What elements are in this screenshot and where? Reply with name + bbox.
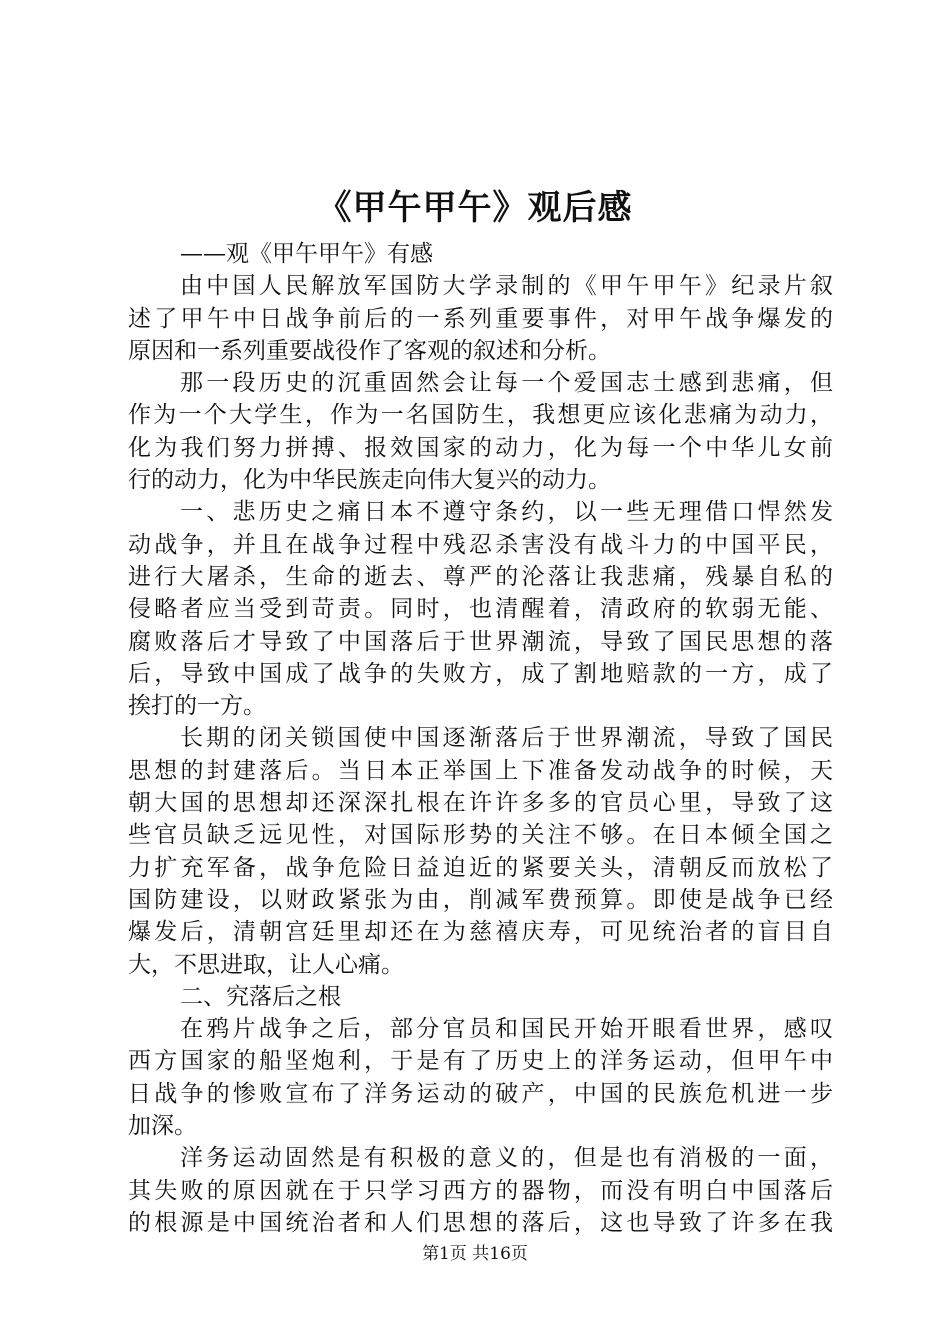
text-line: 大，不思进取，让人心痛。 [128,951,404,978]
text-line: 些官员缺乏远见性，对国际形势的关注不够。在日本倾全国之 [128,822,833,849]
text-line: 述了甲午中日战争前后的一系列重要事件，对甲午战争爆发的 [128,305,833,332]
text-line: 二、究落后之根 [180,983,341,1010]
text-line: 力扩充军备，战争危险日益迫近的紧要关头，清朝反而放松了 [128,854,833,881]
text-line: 思想的封建落后。当日本正举国上下准备发动战争的时候，天 [128,757,833,784]
text-line: 洋务运动固然是有积极的意义的，但是也有消极的一面， [180,1145,833,1172]
text-line: 行的动力，化为中华民族走向伟大复兴的动力。 [128,467,611,494]
text-line: 化为我们努力拼搏、报效国家的动力，化为每一个中华儿女前 [128,434,833,461]
document-body [128,238,833,1239]
text-line: 的根源是中国统治者和人们思想的落后，这也导致了许多在我 [128,1209,833,1236]
text-line: 长期的闭关锁国使中国逐渐落后于世界潮流，导致了国民 [180,725,833,752]
text-line: 侵略者应当受到苛责。同时，也清醒着，清政府的软弱无能、 [128,596,833,623]
text-line: 在鸦片战争之后，部分官员和国民开始开眼看世界，感叹 [180,1016,833,1043]
page-footer: 第1页 共16页 [422,1244,528,1264]
text-line: 后，导致中国成了战争的失败方，成了割地赔款的一方，成了 [128,660,833,687]
text-line: 挨打的一方。 [128,693,266,720]
text-line: 原因和一系列重要战役作了客观的叙述和分析。 [128,337,611,364]
text-line: 由中国人民解放军国防大学录制的《甲午甲午》纪录片叙 [180,273,833,300]
document-title: 《甲午甲午》观后感 [317,188,633,228]
text-line: 那一段历史的沉重固然会让每一个爱国志士感到悲痛，但 [180,370,833,397]
text-line: 动战争，并且在战争过程中残忍杀害没有战斗力的中国平民， [128,531,833,558]
text-line: 加深。 [128,1113,197,1140]
text-line: 一、悲历史之痛日本不遵守条约，以一些无理借口悍然发 [180,499,833,526]
text-line: 作为一个大学生，作为一名国防生，我想更应该化悲痛为动力， [128,402,833,429]
text-line: 腐败落后才导致了中国落后于世界潮流，导致了国民思想的落 [128,628,833,655]
text-line: 爆发后，清朝宫廷里却还在为慈禧庆寿，可见统治者的盲目自 [128,919,833,946]
text-line: 西方国家的船坚炮利，于是有了历史上的洋务运动，但甲午中 [128,1048,833,1075]
text-line: 其失败的原因就在于只学习西方的器物，而没有明白中国落后 [128,1177,833,1204]
text-line: 朝大国的思想却还深深扎根在许许多多的官员心里，导致了这 [128,790,833,817]
text-line: 进行大屠杀，生命的逝去、尊严的沦落让我悲痛，残暴自私的 [128,563,833,590]
text-line: 日战争的惨败宣布了洋务运动的破产，中国的民族危机进一步 [128,1080,833,1107]
text-line: ——观《甲午甲午》有感 [180,241,433,267]
text-line: 国防建设，以财政紧张为由，削减军费预算。即使是战争已经 [128,886,833,913]
